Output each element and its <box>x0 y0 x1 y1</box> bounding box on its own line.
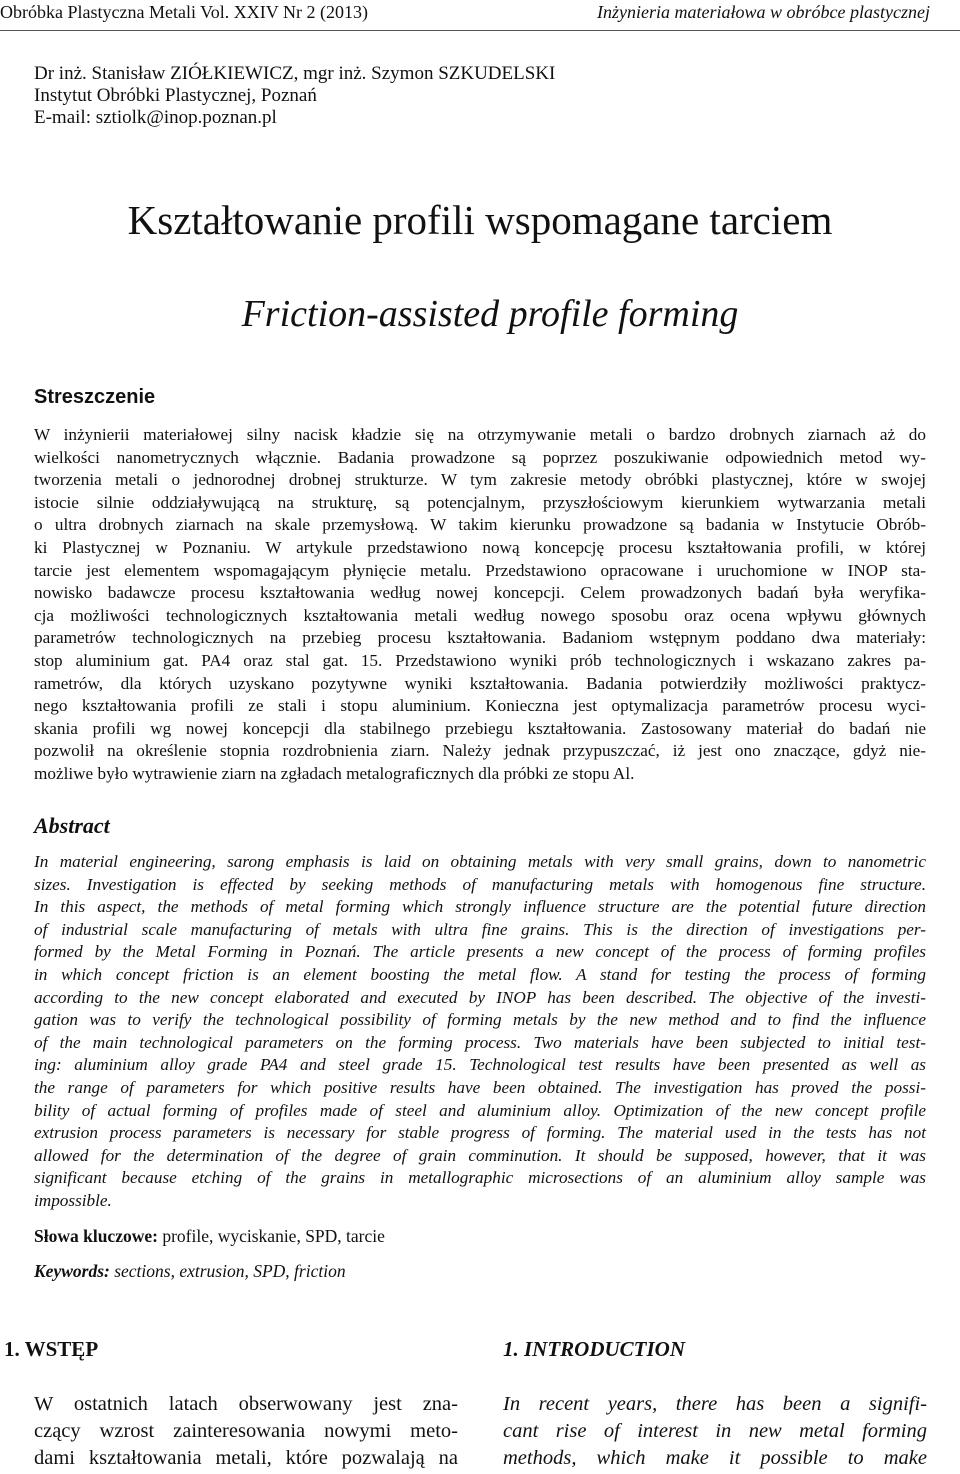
text-line: dami kształtowania metali, które pozwalają na <box>34 1447 458 1469</box>
streszczenie-body <box>34 424 926 786</box>
text-line: extrusion process parameters is necessary for stable progress of forming. The material used in the tests has not <box>34 1123 926 1143</box>
wstep-body <box>34 1391 458 1472</box>
text-line: bility of actual forming of profiles made of steel and aluminium alloy. Optimization of the new concept profile <box>34 1100 926 1120</box>
introduction-body <box>503 1391 927 1472</box>
text-line: significant because etching of the grains in metallographic microsections of an aluminium alloy sample was <box>34 1168 926 1188</box>
text-line: of industrial scale manufacturing of metals with ultra fine grains. This is the direction of investigations per- <box>34 919 926 939</box>
keywords-pl-label: Słowa kluczowe: <box>34 1226 158 1246</box>
text-line: W inżynierii materiałowej silny nacisk kładzie się na otrzymywanie metali o bardzo drobnych ziarnach aż do <box>34 425 926 444</box>
text-line: istocie silnie oddziaływującą na strukturę, są potencjalnym, przyszłościowym kierunkiem wytwarzania metali <box>34 492 926 512</box>
text-line: nego kształtowania profili ze stali i stopu aluminium. Konieczna jest optymalizacja parametrów procesu wyci- <box>34 696 926 716</box>
section-header: Inżynieria materiałowa w obróbce plastycznej <box>597 2 930 22</box>
section-heading-wstep: 1. WSTĘP <box>4 1337 99 1361</box>
keywords-en <box>34 1261 346 1282</box>
keywords-pl-value: profile, wyciskanie, SPD, tarcie <box>157 1226 385 1246</box>
text-line: of the main technological parameters on the forming process. Two materials have been subjected to initial test- <box>34 1032 926 1052</box>
page-title: Kształtowanie profili wspomagane tarciem <box>127 197 833 243</box>
text-line: czący wzrost zainteresowania nowymi meto- <box>34 1420 458 1442</box>
header-rule <box>0 30 960 31</box>
institution: Instytut Obróbki Plastycznej, Poznań <box>34 85 317 106</box>
abstract-body <box>34 851 926 1213</box>
text-line: In material engineering, sarong emphasis is laid on obtaining metals with very small grains, down to nanometric <box>34 852 926 871</box>
text-line: In this aspect, the methods of metal forming which strongly influence structure are the potential future direction <box>34 897 926 917</box>
text-line: stop aluminium gat. PA4 oraz stal gat. 15. Przedstawiono wyniki prób technologicznych i wskazano zakres pa- <box>34 650 926 670</box>
text-line: formed by the Metal Forming in Poznań. The article presents a new concept of the process of forming profiles <box>34 942 926 962</box>
text-line: możliwe było wytrawienie ziarn na zgładach metalograficznych dla próbki ze stopu Al. <box>34 763 635 783</box>
text-line: tworzenia metali o jednorodnej drobnej strukturze. W tym zakresie metody obróbki plastycznej, które w swojej <box>34 470 926 490</box>
text-line: sizes. Investigation is effected by seeking methods of manufacturing metals with homogenous fine structure. <box>34 874 926 894</box>
page-subtitle: Friction-assisted profile forming <box>241 293 739 335</box>
text-line: W ostatnich latach obserwowany jest zna- <box>34 1393 458 1415</box>
text-line: according to the new concept elaborated and executed by INOP has been described. The objective of the investi- <box>34 987 926 1007</box>
text-line: in which concept friction is an element boosting the metal flow. A stand for testing the process of forming <box>34 964 926 984</box>
text-line: skania profili wg nowej koncepcji dla stabilnego przebiegu kształtowania. Zastosowany materiał do badań nie <box>34 718 926 738</box>
keywords-pl <box>34 1226 385 1247</box>
text-line: rametrów, dla których uzyskano pozytywne wyniki kształtowania. Badania potwierdziły możliwości praktycz- <box>34 673 926 693</box>
text-line: parametrów technologicznych na przebieg procesu kształtowania. Badaniom wstępnym poddano dwa materiały: <box>34 628 926 648</box>
text-line: tarcie jest elementem wspomagającym płynięcie metalu. Przedstawiono opracowane i uruchomione w INOP sta- <box>34 560 926 580</box>
text-line: nowisko badawcze procesu kształtowania według nowej koncepcji. Celem prowadzonych badań była weryfika- <box>34 583 926 603</box>
authors: Dr inż. Stanisław ZIÓŁKIEWICZ, mgr inż. Szymon SZKUDELSKI <box>34 63 556 84</box>
text-line: cja możliwości technologicznych kształtowania metali według nowego sposobu oraz ocena wpływu głównych <box>34 605 926 625</box>
text-line: allowed for the determination of the degree of grain comminution. It should be supposed, however, that it was <box>34 1145 926 1165</box>
text-line: o ultra drobnych ziarnach na skale przemysłową. W takim kierunku prowadzone są badania w Instytucie Obrób- <box>34 515 926 535</box>
streszczenie-heading: Streszczenie <box>34 386 156 408</box>
text-line: the range of parameters for which positive results have been obtained. The investigation has proved the possi- <box>34 1077 926 1097</box>
text-line: methods, which make it possible to make <box>503 1447 927 1469</box>
abstract-heading: Abstract <box>34 813 110 838</box>
text-line: pozwolił na określenie stopnia rozdrobnienia ziarn. Należy jednak przypuszczać, iż jest ono znaczące, gdyż nie- <box>34 741 926 761</box>
email[interactable]: E-mail: sztiolk@inop.poznan.pl <box>34 107 277 128</box>
keywords-en-value: sections, extrusion, SPD, friction <box>109 1261 346 1281</box>
journal-header: Obróbka Plastyczna Metali Vol. XXIV Nr 2 (2013) <box>0 2 368 22</box>
text-line: impossible. <box>34 1190 112 1210</box>
section-heading-introduction: 1. INTRODUCTION <box>503 1337 686 1361</box>
text-line: In recent years, there has been a signifi- <box>503 1393 927 1415</box>
text-line: gation was to verify the technological possibility of forming metals by the new method and to find the influence <box>34 1010 926 1030</box>
text-line: ing: aluminium alloy grade PA4 and steel grade 15. Technological test results have been presented as well as <box>34 1055 926 1075</box>
keywords-en-label: Keywords: <box>34 1261 110 1281</box>
text-line: wielkości nanometrycznych włącznie. Badania prowadzone są poprzez poszukiwanie odpowiednich metod wy- <box>34 447 926 467</box>
text-line: cant rise of interest in new metal forming <box>503 1420 927 1442</box>
text-line: ki Plastycznej w Poznaniu. W artykule przedstawiono nową koncepcję procesu kształtowania profili, w której <box>34 537 926 557</box>
